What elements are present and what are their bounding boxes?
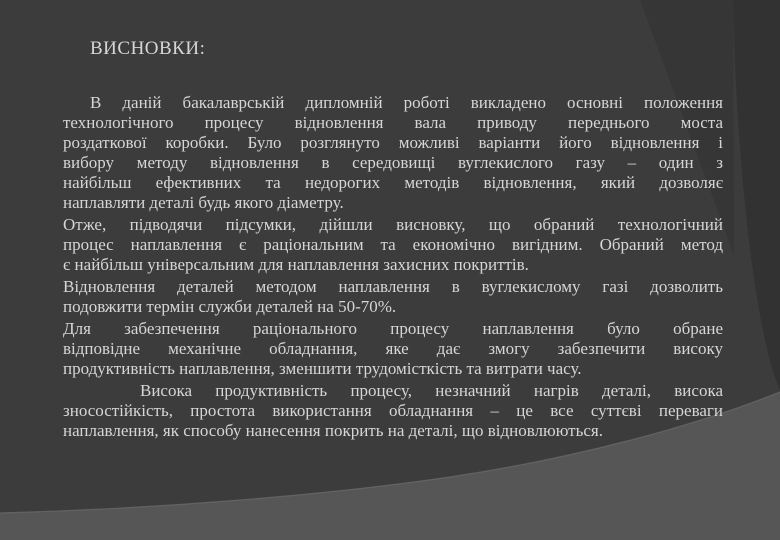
text-line: відповідне механічне обладнання, яке дає змогу забезпечити високу [63,339,723,358]
text-line: найбільш ефективних та недорогих методів відновлення, який дозволяє [63,173,723,192]
text-line: є найбільш універсальним для наплавлення захисних покриттів. [63,255,529,274]
slide-title: ВИСНОВКИ: [90,38,206,59]
text-line: В даній бакалаврській дипломній роботі викладено основні положення [90,93,723,112]
text-line: Відновлення деталей методом наплавлення в вуглекислому газі дозволить [63,277,723,296]
text-line: роздаткової коробки. Було розглянуто можливі варіанти його відновлення і [63,133,723,152]
text-line: технологічного процесу відновлення вала приводу переднього моста [63,113,723,132]
text-line: процес наплавлення є раціональним та економічно вигідним. Обраний метод [63,235,723,254]
text-line: Отже, підводячи підсумки, дійшли висновку, що обраний технологічний [63,215,723,234]
text-line: зносостійкість, простота використання обладнання – це все суттєві переваги [63,401,723,420]
text-line: наплавлення, як способу нанесення покрить на деталі, що відновлюються. [63,421,603,440]
text-line: подовжити термін служби деталей на 50-70%. [63,297,397,316]
text-line: Для забезпечення раціонального процесу наплавлення було обране [63,319,723,338]
text-line: наплавляти деталі будь якого діаметру. [63,193,344,212]
text-line: Висока продуктивність процесу, незначний нагрів деталі, висока [140,381,723,400]
slide-body [63,93,723,441]
text-line: продуктивність наплавлення, зменшити трудомісткість та витрати часу. [63,359,582,378]
text-line: вибору методу відновлення в середовищі вуглекислого газу – один з [63,153,723,172]
